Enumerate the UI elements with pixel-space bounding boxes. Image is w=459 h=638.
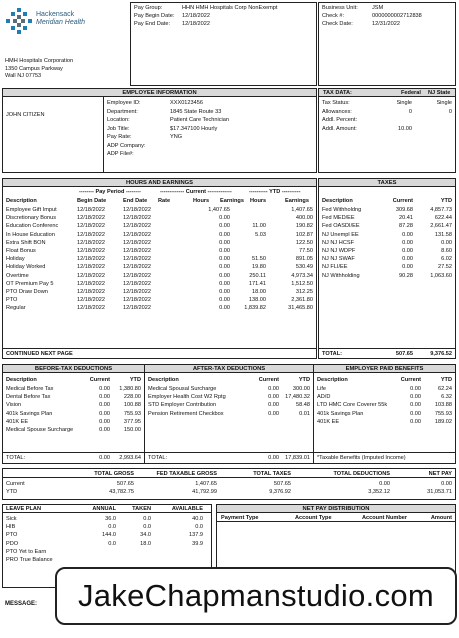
earnings-row-cell: 12/18/2022 [123, 239, 151, 246]
earnings-row-cell: 0.00 [219, 247, 230, 254]
earnings-row-cell: 190.82 [295, 223, 313, 230]
earnings-row-cell: 171.41 [248, 280, 266, 287]
before-tax-row-cell: 0.00 [99, 386, 110, 392]
leave-row-cell: HIB [6, 524, 16, 531]
leave-row-cell: PTO [6, 532, 18, 539]
earnings-row-cell: 400.00 [295, 215, 313, 222]
earnings-row [3, 247, 316, 255]
check-values: JSM 0000000002712838 12/31/2022 [372, 5, 422, 27]
employee-header: EMPLOYEE INFORMATION [3, 89, 316, 97]
earnings-row [3, 255, 316, 263]
before-tax-row-cell: 0.00 [99, 426, 110, 433]
after-tax-row-cell: Employer Health Cost W2 Rptg [148, 394, 226, 401]
before-total: TOTAL: 0.00 2,993.64 [6, 455, 141, 461]
tax-row [319, 272, 455, 280]
leave-row-cell: 34.0 [140, 532, 151, 539]
tax-row-cell: 27.52 [438, 264, 452, 271]
leave-row-cell: 0.0 [143, 524, 151, 531]
summary-row-cell: YTD [6, 489, 18, 496]
employer-benefit-row [314, 401, 455, 409]
message-label: MESSAGE: [5, 601, 38, 607]
earnings-row-cell: 12/18/2022 [123, 297, 151, 304]
earnings-row-cell: 312.25 [295, 288, 313, 295]
tax-row-cell: 0.00 [402, 247, 413, 254]
leave-row [3, 556, 211, 564]
tax-row [319, 222, 455, 230]
earnings-row-cell: 11.00 [252, 223, 266, 230]
tax-row-cell: NJ NJ SWAF [322, 256, 355, 263]
summary-rows [3, 480, 455, 496]
taxes-col-headers: Description Current YTD [322, 198, 452, 204]
employer-benefit-row-cell: 0.00 [410, 410, 421, 417]
tax-row-cell: 622.44 [434, 215, 452, 222]
earnings-col-headers: Description Begin Date End Date Rate Hours Earnings Hours Earnings [6, 198, 309, 204]
tax-row [319, 214, 455, 222]
employee-values: XXX0123456 1845 State Route 33 Patient Care Technician $17.347100 Hourly YNG [170, 100, 229, 140]
earnings-row-cell: 12/18/2022 [123, 305, 151, 312]
tax-row [319, 206, 455, 214]
leave-row-cell: PRO True Balance [6, 556, 53, 563]
earnings-row-cell: Education Conferenc [6, 223, 59, 230]
employer-benefit-row-cell: 103.88 [434, 402, 452, 409]
summary-row [3, 480, 455, 488]
earnings-row-cell: Employee Gift Imput [6, 207, 57, 213]
after-cols: Description Current YTD [148, 377, 310, 383]
leave-row-cell: 0.0 [108, 524, 116, 531]
summary-row-cell: Current [6, 481, 25, 487]
taxdata-rows: Tax Status: Single Single Allowances: 0 0 Addl. Percent: Addl. Amount: 10.00 [322, 100, 452, 132]
earnings-row-cell: 0.00 [219, 223, 230, 230]
summary-row-cell: 0.00 [441, 481, 452, 487]
earnings-row-cell: Holiday [6, 256, 25, 263]
after-tax-row [145, 393, 313, 401]
after-total: TOTAL: 0.00 17,839.01 [148, 455, 310, 461]
before-tax-header: BEFORE-TAX DEDUCTIONS [3, 365, 144, 373]
leave-row [3, 523, 211, 531]
earnings-row-cell: 12/18/2022 [123, 223, 151, 230]
tax-row-cell: 20.41 [399, 215, 413, 222]
summary-row-cell: 31,053.71 [427, 489, 452, 496]
earnings-row-cell: 102.87 [295, 231, 313, 238]
earnings-row [3, 296, 316, 304]
after-tax-header: AFTER-TAX DEDUCTIONS [145, 365, 313, 373]
earnings-row-cell: 12/18/2022 [77, 239, 105, 246]
before-tax-row [3, 393, 144, 401]
earnings-row-cell: PTO Draw Down [6, 288, 48, 295]
earnings-row-cell: 0.00 [219, 297, 230, 304]
before-tax-row [3, 418, 144, 426]
before-tax-row-cell: 228.00 [123, 394, 141, 401]
before-tax-row [3, 401, 144, 409]
earnings-row-cell: 530.49 [295, 264, 313, 271]
earnings-row-cell: Float Bonus [6, 247, 36, 254]
employer-benefit-row-cell: 401k Savings Plan [317, 410, 364, 417]
earnings-row-cell: 0.00 [219, 256, 230, 263]
leave-row-cell: 36.0 [105, 516, 116, 522]
tax-row-cell: 2,661.47 [430, 223, 452, 230]
earnings-row [3, 231, 316, 239]
after-tax-row-cell: Pension Retirement Checkbox [148, 410, 224, 417]
earnings-row-cell: 1,839.82 [244, 305, 266, 312]
company-logo [6, 8, 32, 34]
employer-benefit-row-cell: 0.00 [410, 386, 421, 392]
leave-row-cell: 0.0 [195, 524, 203, 531]
earnings-row-cell: 0.00 [219, 215, 230, 222]
employer-benefit-row-cell: 0.00 [410, 418, 421, 425]
earnings-row-cell: 12/18/2022 [77, 256, 105, 263]
before-tax-row-cell: Medical Spouse Surcharge [6, 426, 74, 433]
before-tax-row-cell: 0.00 [99, 410, 110, 417]
earnings-row-cell: 250.11 [249, 272, 266, 279]
employer-benefit-row [314, 393, 455, 401]
earnings-row [3, 263, 316, 271]
employer-benefit-row-cell: 0.00 [410, 402, 421, 409]
leave-rows [3, 515, 211, 564]
tax-row-cell: NJ Withholding [322, 272, 360, 279]
leave-row-cell: 0.0 [143, 516, 151, 522]
before-tax-row-cell: 377.95 [123, 418, 141, 425]
employer-benefit-row-cell: LTD HMC Core Coverer 55k [317, 402, 388, 409]
before-tax-row-cell: 401K EE [6, 418, 29, 425]
earnings-row-cell: 12/18/2022 [77, 264, 105, 271]
tax-row-cell: 0.00 [402, 231, 413, 238]
earnings-row [3, 239, 316, 247]
before-tax-rows [3, 385, 144, 434]
employer-benefit-row [314, 418, 455, 426]
employer-benefit-row [314, 385, 455, 393]
paygroup-labels: Pay Group: Pay Begin Date: Pay End Date: [134, 5, 175, 27]
earnings-row-cell: Overtime [6, 272, 29, 279]
tax-row-cell: 6.02 [441, 256, 452, 263]
earnings-row-cell: 12/18/2022 [123, 247, 151, 254]
summary-row-cell: 1,407.65 [195, 481, 217, 487]
before-tax-row-cell: 755.93 [123, 410, 141, 417]
after-tax-row-cell: STD Employer Contribution [148, 402, 217, 409]
leave-row-cell: 144.0 [102, 532, 116, 539]
employer-benefit-rows [314, 385, 455, 426]
tax-row-cell: 131.58 [434, 231, 452, 238]
watermark-text: JakeChapmanstudio.com [77, 578, 435, 613]
employee-name: JOHN CITIZEN [6, 112, 45, 118]
before-tax-row-cell: 0.00 [99, 418, 110, 425]
after-tax-row-cell: 17,480.32 [285, 394, 310, 401]
earnings-row-cell: 12/18/2022 [77, 272, 105, 279]
earnings-row-cell: 31,465.80 [288, 305, 313, 312]
summary-row-cell: 507.65 [116, 481, 134, 487]
earnings-row-cell: 0.00 [219, 239, 230, 246]
taxes-total: TOTAL: 507.65 9,376.52 [322, 351, 452, 357]
earnings-row-cell: 0.00 [219, 288, 230, 295]
tax-row-cell: 309.68 [395, 207, 413, 213]
tax-row [319, 239, 455, 247]
earnings-row [3, 280, 316, 288]
earnings-row-cell: 12/18/2022 [123, 207, 151, 213]
summary-row-cell: 3,352.12 [368, 489, 390, 496]
tax-row [319, 255, 455, 263]
earnings-row-cell: 12/18/2022 [77, 305, 105, 312]
employer-benefit-row-cell: 6.32 [441, 394, 452, 401]
employer-benefit-row-cell: 62.24 [438, 386, 452, 392]
earnings-row-cell: Extra Shift BON [6, 239, 46, 246]
employer-cols: Description Current YTD [317, 377, 452, 383]
earnings-row-cell: 0.00 [219, 231, 230, 238]
tax-row-cell: 0.00 [402, 256, 413, 263]
earnings-row-cell: 0.00 [219, 305, 230, 312]
earnings-row-cell: 12/18/2022 [77, 288, 105, 295]
paygroup-values: HHN HMH Hospitals Corp NonExempt 12/18/2022 12/18/2022 [182, 5, 278, 27]
after-tax-rows [145, 385, 313, 418]
earnings-rows [3, 206, 316, 312]
before-cols: Description Current YTD [6, 377, 141, 383]
earnings-row-cell: PTO [6, 297, 18, 304]
after-tax-row-cell: 0.00 [268, 410, 279, 417]
taxes-rows [319, 206, 455, 280]
summary-row-cell: 507.65 [273, 481, 291, 487]
employer-benefit-row-cell: Life [317, 386, 327, 392]
earnings-row-cell: 0.00 [219, 264, 230, 271]
leave-row [3, 540, 211, 548]
earnings-row-cell: 0.00 [219, 272, 230, 279]
after-tax-row-cell: 58.48 [296, 402, 310, 409]
tax-row-cell: 8.60 [441, 247, 452, 254]
earnings-header: HOURS AND EARNINGS [3, 179, 316, 187]
after-tax-row [145, 410, 313, 418]
after-tax-row [145, 385, 313, 393]
company-address: HMH Hospitals Corporation 1350 Campus Parkway Wall NJ 07753 [5, 58, 74, 79]
employee-labels: Employee ID: Department: Location: Job Title: Pay Rate: ADP Company: ADP File#: [107, 100, 146, 157]
earnings-row-cell: OT Premium Pay 5 [6, 280, 54, 287]
employer-benefit-row-cell: 189.02 [434, 418, 452, 425]
earnings-row-cell: 18.00 [252, 288, 266, 295]
employer-benefit-row-cell: 755.93 [434, 410, 452, 417]
earnings-row-cell: 12/18/2022 [123, 280, 151, 287]
earnings-row [3, 214, 316, 222]
after-tax-row-cell: 0.00 [268, 394, 279, 401]
summary-headers: TOTAL GROSS FED TAXABLE GROSS TOTAL TAXES TOTAL DEDUCTIONS NET PAY [3, 470, 455, 478]
earnings-row-cell: 138.00 [248, 297, 266, 304]
tax-row-cell: 0.00 [441, 239, 452, 246]
earnings-row-cell: 891.05 [295, 256, 313, 263]
before-tax-row-cell: 401k Savings Plan [6, 410, 53, 417]
after-tax-row-cell: 300.00 [292, 386, 310, 392]
after-tax-row [145, 401, 313, 409]
earnings-row [3, 272, 316, 280]
earnings-row-cell: 12/18/2022 [123, 264, 151, 271]
employer-benefit-row-cell: 0.00 [410, 394, 421, 401]
leave-row-cell: 39.9 [192, 540, 203, 547]
before-tax-row [3, 410, 144, 418]
after-tax-row-cell: Medical Spousal Surcharge [148, 386, 217, 392]
earnings-row-cell: Discretionary Bonus [6, 215, 57, 222]
before-tax-row-cell: 0.00 [99, 402, 110, 409]
earnings-row-cell: 19.80 [252, 264, 266, 271]
earnings-row-cell: 12/18/2022 [77, 215, 105, 222]
earnings-row-cell: 0.00 [219, 280, 230, 287]
employer-benefit-row-cell: 401K EE [317, 418, 340, 425]
before-tax-row [3, 385, 144, 393]
earnings-row-cell: 1,407.65 [208, 207, 230, 213]
earnings-row [3, 304, 316, 312]
before-tax-row-cell: 1,380.80 [119, 386, 141, 392]
employer-note: *Taxable Benefits (Imputed Income) [317, 455, 406, 461]
earnings-row-cell: 12/18/2022 [77, 223, 105, 230]
earnings-row-cell: 12/18/2022 [123, 288, 151, 295]
tax-row [319, 263, 455, 271]
earnings-row-cell: 12/18/2022 [77, 247, 105, 254]
summary-row-cell: 43,782.75 [109, 489, 134, 496]
tax-row-cell: 0.00 [402, 239, 413, 246]
netpay-cols: Payment Type Account Type Account Number Amount [217, 514, 455, 522]
summary-row [3, 488, 455, 496]
after-tax-row-cell: 0.00 [268, 386, 279, 392]
before-tax-row-cell: 100.88 [123, 402, 141, 409]
earnings-row-cell: 12/18/2022 [77, 207, 105, 213]
before-tax-row [3, 426, 144, 434]
earnings-row-cell: 5.03 [255, 231, 266, 238]
tax-row-cell: Fed MED/EE [322, 215, 355, 222]
leave-row-cell: PDO [6, 540, 19, 547]
earnings-row [3, 222, 316, 230]
tax-row [319, 247, 455, 255]
leave-row-cell: 18.0 [140, 540, 151, 547]
tax-row-cell: 4,857.73 [430, 207, 452, 213]
summary-row-cell: 9,376.92 [269, 489, 291, 496]
check-labels: Business Unit: Check #: Check Date: [322, 5, 358, 27]
earnings-row-cell: 12/18/2022 [77, 231, 105, 238]
leave-row-cell: 0.0 [108, 540, 116, 547]
earnings-row-cell: 51.50 [252, 256, 266, 263]
before-tax-row-cell: 0.00 [99, 394, 110, 401]
netpay-header: NET PAY DISTRIBUTION [217, 505, 455, 513]
tax-row-cell: NJ NJ WDPF [322, 247, 356, 254]
tax-row-cell: NJ Unempl EE [322, 231, 359, 238]
earnings-row [3, 288, 316, 296]
logo-text: Hackensack Meridian Health [36, 11, 86, 26]
earnings-row-cell: 4,973.34 [291, 272, 313, 279]
tax-row-cell: NJ NJ HCSF [322, 239, 355, 246]
leave-row-cell: Sick [6, 516, 17, 522]
before-tax-row-cell: 150.00 [123, 426, 141, 433]
earnings-row-cell: 12/18/2022 [123, 256, 151, 263]
earnings-row-cell: 12/18/2022 [123, 272, 151, 279]
taxdata-header: TAX DATA: Federal NJ State [319, 89, 455, 97]
earnings-row-cell: 122.50 [295, 239, 313, 246]
leave-row-cell: 40.0 [192, 516, 203, 522]
leave-row [3, 531, 211, 539]
earnings-row-cell: Holiday Worked [6, 264, 46, 271]
leave-header: LEAVE PLAN ANNUAL TAKEN AVAILABLE [3, 505, 211, 513]
tax-row-cell: Fed Withholdng [322, 207, 362, 213]
tax-row-cell: NJ FLI/EE [322, 264, 348, 271]
taxes-header: TAXES [319, 179, 455, 187]
earnings-row-cell: Regular [6, 305, 26, 312]
earnings-row-cell: 1,407.65 [291, 207, 313, 213]
earnings-row-cell: 2,361.80 [291, 297, 313, 304]
summary-row-cell: 0.00 [379, 481, 390, 487]
tax-row-cell: 1,063.60 [430, 272, 452, 279]
after-tax-row-cell: 0.01 [299, 410, 310, 417]
leave-row-cell: PTO Yet to Earn [6, 548, 47, 555]
tax-row-cell: 90.28 [399, 272, 413, 279]
tax-row-cell: Fed OASDI/EE [322, 223, 360, 230]
leave-row-cell: 137.9 [189, 532, 203, 539]
tax-row-cell: 87.28 [399, 223, 413, 230]
earnings-row [3, 206, 316, 214]
employer-benefit-row-cell: AD/D [317, 394, 331, 401]
earnings-row-cell: 12/18/2022 [123, 215, 151, 222]
before-tax-row-cell: Dental Before Tax [6, 394, 51, 401]
after-tax-row-cell: 0.00 [268, 402, 279, 409]
employer-benefits-header: EMPLOYER PAID BENEFITS [314, 365, 455, 373]
tax-row-cell: 0.00 [402, 264, 413, 271]
employee-section [2, 88, 317, 173]
earnings-row-cell: 12/18/2022 [77, 280, 105, 287]
leave-row [3, 515, 211, 523]
before-tax-row-cell: Vision [6, 402, 22, 409]
earnings-row-cell: 12/18/2022 [77, 297, 105, 304]
before-tax-row-cell: Medical Before Tax [6, 386, 54, 392]
earnings-groups: -------- Pay Period -------- ------------- Current ------------- ---------- YTD ---------- [79, 189, 301, 195]
summary-row-cell: 41,792.99 [192, 489, 217, 496]
employer-benefit-row [314, 410, 455, 418]
tax-row [319, 231, 455, 239]
earnings-row-cell: 12/18/2022 [123, 231, 151, 238]
earnings-row-cell: 1,512.50 [291, 280, 313, 287]
earnings-row-cell: In House Education [6, 231, 55, 238]
earnings-row-cell: 77.50 [299, 247, 313, 254]
continued-label: CONTINUED NEXT PAGE [6, 351, 73, 357]
leave-row [3, 548, 211, 556]
